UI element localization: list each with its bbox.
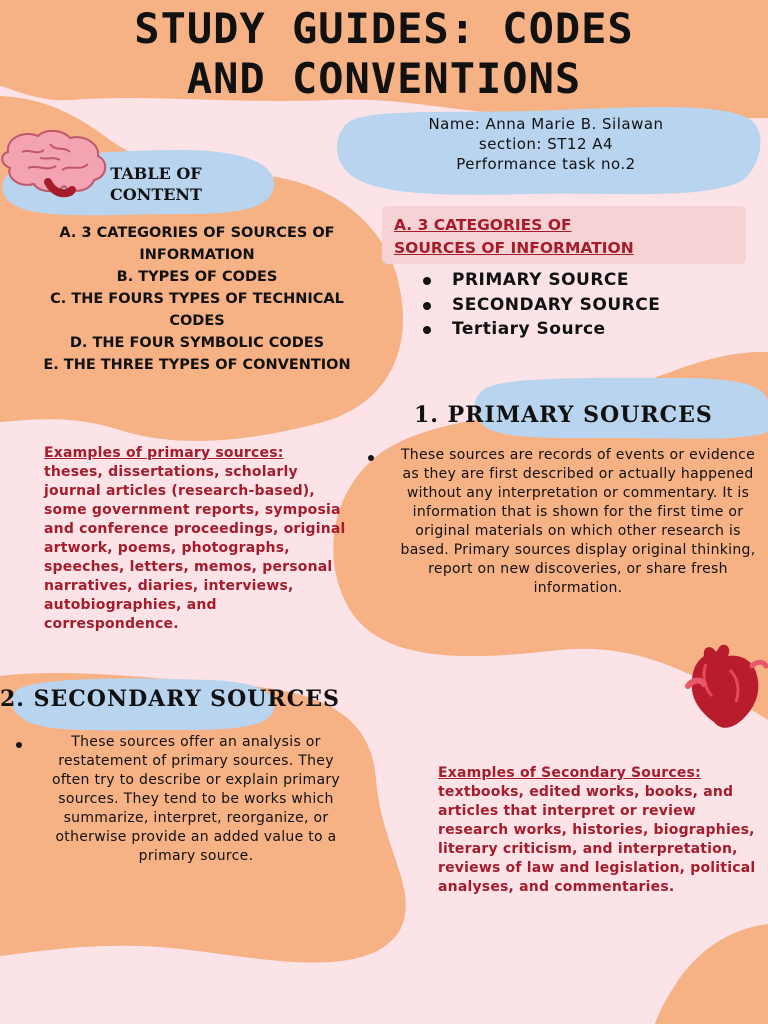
primary-body: These sources are records of events or evidence as they are first described or actually happened without any interpretation or commentary. It is information that is shown for the first time or original materials on which other research is based. Primary sources display original thinking, report on new discoveries, or share fresh information. <box>400 447 756 596</box>
toc-item: B. TYPES OF CODES <box>116 269 278 285</box>
primary-examples-label: Examples of primary sources: <box>44 445 284 461</box>
categories-list <box>420 268 740 342</box>
page-title-line2: AND CONVENTIONS <box>186 54 582 103</box>
page-title <box>0 4 768 104</box>
list-item: PRIMARY SOURCE <box>420 268 740 293</box>
primary-examples <box>44 444 348 634</box>
bullet-icon <box>368 455 374 461</box>
categories-heading-line1: A. 3 CATEGORIES OF <box>394 216 572 234</box>
secondary-examples <box>438 764 756 897</box>
corner-blob <box>655 924 768 1024</box>
primary-examples-text: theses, dissertations, scholarly journal articles (research-based), some government reports, symposia and conference proceedings, original artwork, poems, photographs, speeches, letters, memos, personal narratives, diaries, interviews, autobiographies, and correspondence. <box>44 464 346 632</box>
toc-item: A. 3 CATEGORIES OF SOURCES OF INFORMATION <box>59 225 335 263</box>
secondary-heading: 2. SECONDARY SOURCES <box>0 686 340 712</box>
categories-heading-line2: SOURCES OF INFORMATION <box>394 239 634 257</box>
page-title-line1: STUDY GUIDES: CODES <box>134 4 634 53</box>
author-name: Name: Anna Marie B. Silawan <box>428 115 664 133</box>
primary-heading: 1. PRIMARY SOURCES <box>414 402 713 428</box>
author-card <box>340 114 752 174</box>
toc-list <box>22 222 372 376</box>
list-item: SECONDARY SOURCE <box>420 293 740 318</box>
list-item: Tertiary Source <box>420 317 740 342</box>
author-section: section: ST12 A4 <box>478 135 614 153</box>
toc-title <box>86 163 226 205</box>
toc-title-line2: CONTENT <box>110 185 202 204</box>
toc-title-line1: TABLE OF <box>110 164 202 183</box>
toc-item: D. THE FOUR SYMBOLIC CODES <box>69 335 325 351</box>
toc-item: E. THE THREE TYPES OF CONVENTION <box>43 357 351 373</box>
toc-item: C. THE FOURS TYPES OF TECHNICAL CODES <box>50 291 344 329</box>
categories-heading <box>394 214 740 260</box>
secondary-examples-text: textbooks, edited works, books, and articles that interpret or review research works, histories, biographies, literary criticism, and interpretation, reviews of law and legislation, political analyses, and commentaries. <box>438 784 756 895</box>
secondary-examples-label: Examples of Secondary Sources: <box>438 765 701 781</box>
secondary-body: These sources offer an analysis or restatement of primary sources. They often try to describe or explain primary sources. They tend to be works which summarize, interpret, reorganize, or otherwise provide an added value to a primary source. <box>51 734 341 864</box>
author-task: Performance task no.2 <box>456 155 636 173</box>
bullet-icon <box>16 742 22 748</box>
